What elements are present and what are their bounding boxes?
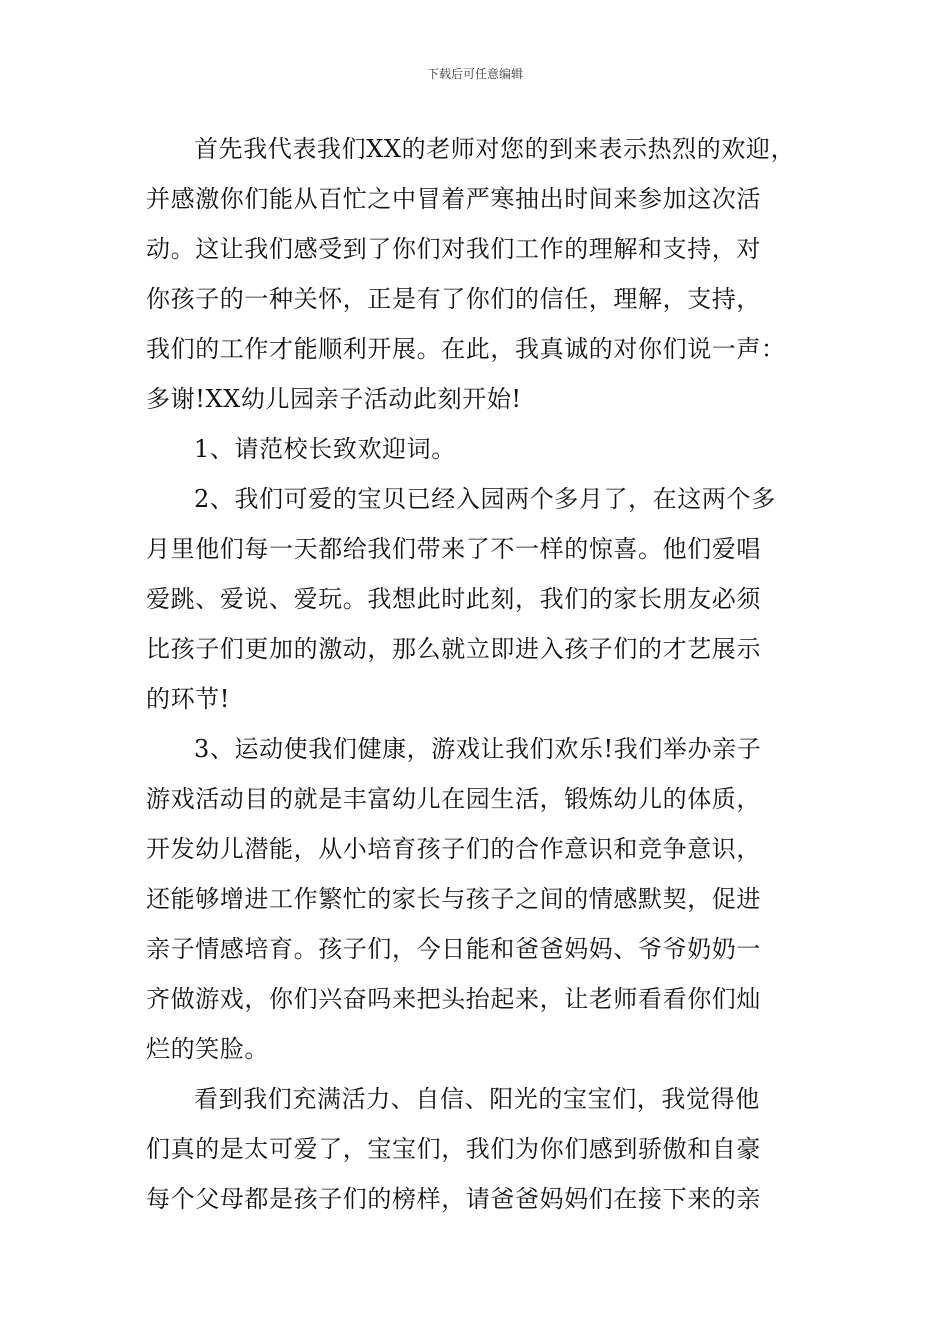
text-line: 看到我们充满活力、自信、阳光的宝宝们，我觉得他 <box>194 1085 760 1113</box>
page-header-note: 下载后可任意编辑 <box>426 67 523 81</box>
text-line: 月里他们每一天都给我们带来了不一样的惊喜。他们爱唱 <box>146 535 761 563</box>
text-line: 亲子情感培育。孩子们，今日能和爸爸妈妈、爷爷奶奶一 <box>146 935 761 963</box>
text-line: 动。这让我们感受到了你们对我们工作的理解和支持，对 <box>146 235 761 263</box>
text-line: 你孩子的一种关怀，正是有了你们的信任，理解，支持， <box>146 285 761 313</box>
text-line: 们真的是太可爱了，宝宝们，我们为你们感到骄傲和自豪 <box>146 1135 761 1163</box>
text-line: 1、请范校长致欢迎词。 <box>194 435 456 463</box>
text-line: 3、运动使我们健康，游戏让我们欢乐!我们举办亲子 <box>194 735 762 763</box>
text-line: 还能够增进工作繁忙的家长与孩子之间的情感默契，促进 <box>146 885 761 913</box>
text-line: 比孩子们更加的激动，那么就立即进入孩子们的才艺展示 <box>146 635 761 663</box>
text-line: 齐做游戏，你们兴奋吗来把头抬起来，让老师看看你们灿 <box>146 985 761 1013</box>
document-body <box>146 124 810 1224</box>
text-line: 首先我代表我们XX的老师对您的到来表示热烈的欢迎， <box>194 135 796 163</box>
text-line: 每个父母都是孩子们的榜样，请爸爸妈妈们在接下来的亲 <box>146 1185 761 1213</box>
text-line: 的环节! <box>146 685 231 713</box>
text-line: 多谢!XX幼儿园亲子活动此刻开始! <box>146 385 522 413</box>
text-line: 爱跳、爱说、爱玩。我想此时此刻，我们的家长朋友必须 <box>146 585 761 613</box>
text-line: 开发幼儿潜能，从小培育孩子们的合作意识和竞争意识， <box>146 835 761 863</box>
text-line: 游戏活动目的就是丰富幼儿在园生活，锻炼幼儿的体质， <box>146 785 761 813</box>
text-line: 烂的笑脸。 <box>146 1035 269 1063</box>
text-line: 2、我们可爱的宝贝已经入园两个多月了，在这两个多 <box>194 485 776 513</box>
text-line: 我们的工作才能顺利开展。在此，我真诚的对你们说一声： <box>146 335 786 363</box>
text-line: 并感激你们能从百忙之中冒着严寒抽出时间来参加这次活 <box>146 185 761 213</box>
